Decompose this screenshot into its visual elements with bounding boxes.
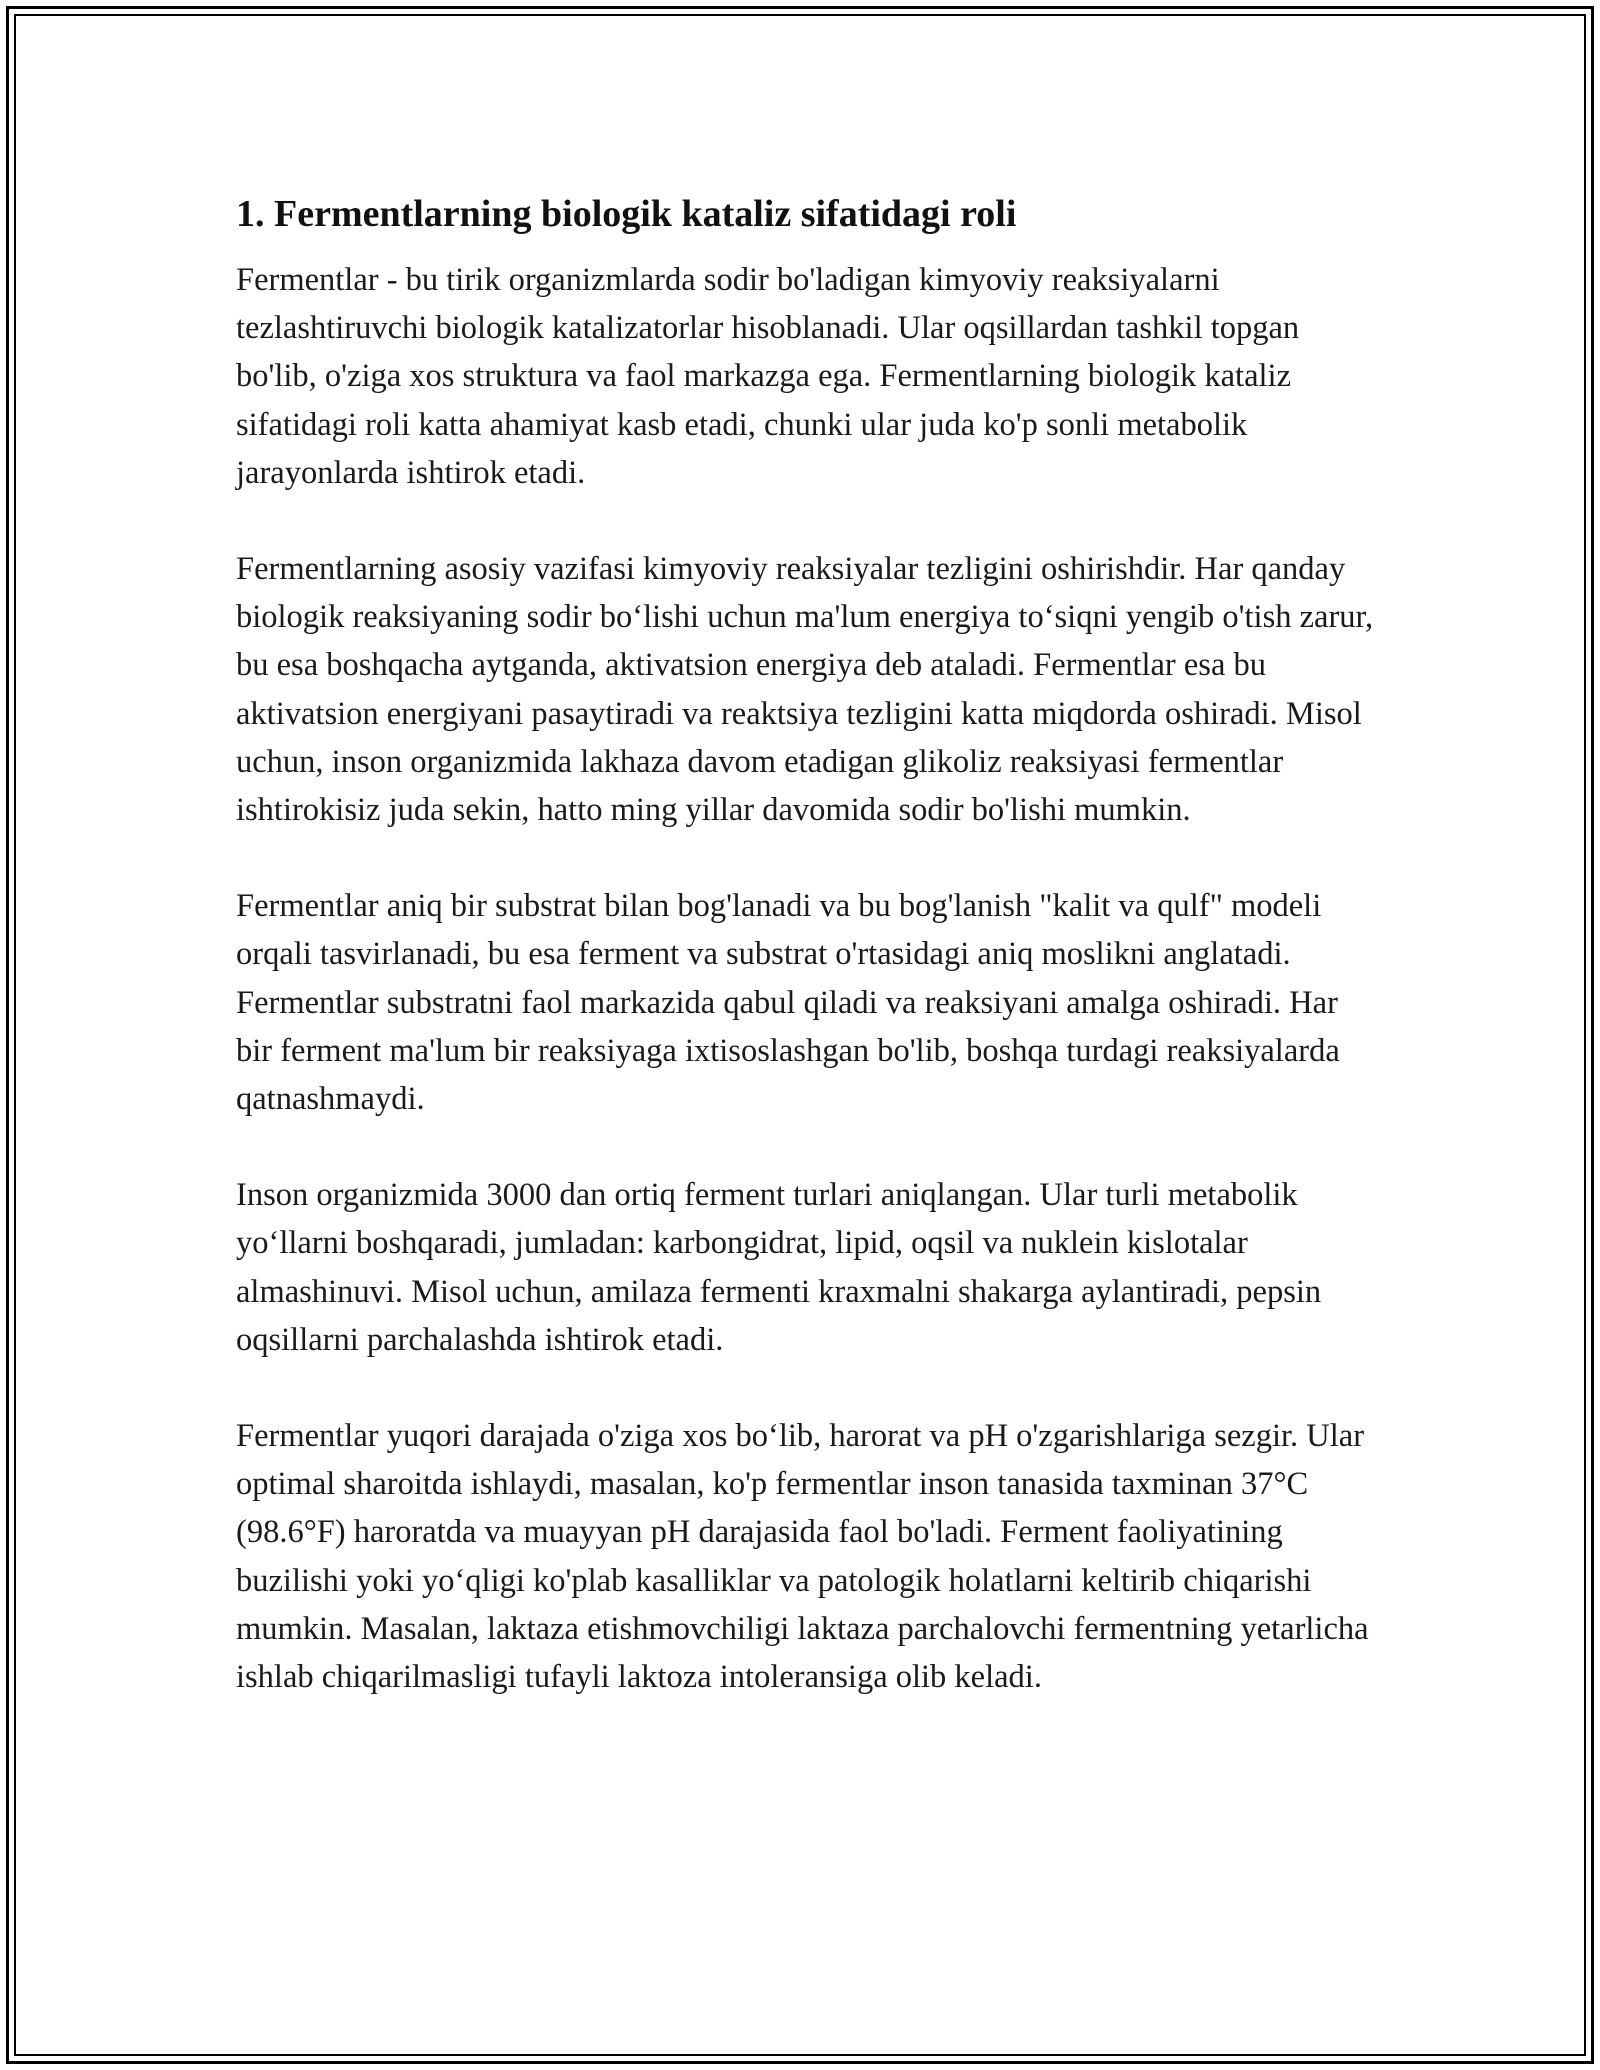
paragraph-activation-energy: Fermentlarning asosiy vazifasi kimyoviy reaksiyalar tezligini oshirishdir. Har qanday biologik reaksiyaning sodir bo‘lishi uchun ma'lum energiya to‘siqni yengib o'tish zarur, bu esa boshqacha aytganda, aktivatsion energiya deb ataladi. Fermentlar esa bu aktivatsion energiyani pasaytiradi va reaktsiya tezligini katta miqdorda oshiradi. Misol uchun, inson organizmida lakhaza davom etadigan glikoliz reaksiyasi fermentlar ishtirokisiz juda sekin, hatto ming yillar davomida sodir bo'lishi mumkin. bbox=[236, 551, 1374, 829]
document-body bbox=[236, 186, 1376, 1701]
paragraph-intro: Fermentlar - bu tirik organizmlarda sodir bo'ladigan kimyoviy reaksiyalarni tezlashtiruvchi biologik katalizatorlar hisoblanadi. Ular oqsillardan tashkil topgan bo'lib, o'ziga xos struktura va faol markazga ega. Fermentlarning biologik kataliz sifatidagi roli katta ahamiyat kasb etadi, chunki ular juda ko'p sonli metabolik jarayonlarda ishtirok etadi. bbox=[236, 262, 1300, 491]
paragraph-enzyme-types: Inson organizmida 3000 dan ortiq ferment turlari aniqlangan. Ular turli metabolik yo‘llarni boshqaradi, jumladan: karbongidrat, lipid, oqsil va nuklein kislotalar almashinuvi. Misol uchun, amilaza fermenti kraxmalni shakarga aylantiradi, pepsin oqsillarni parchalashda ishtirok etadi. bbox=[236, 1177, 1322, 1358]
paragraph-lock-and-key: Fermentlar aniq bir substrat bilan bog'lanadi va bu bog'lanish "kalit va qulf" modeli orqali tasvirlanadi, bu esa ferment va substrat o'rtasidagi aniq moslikni anglatadi. Fermentlar substratni faol markazida qabul qiladi va reaksiyani amalga oshiradi. Har bir ferment ma'lum bir reaksiyaga ixtisoslashgan bo'lib, boshqa turdagi reaksiyalarda qatnashmaydi. bbox=[236, 888, 1340, 1118]
paragraph-specificity: Fermentlar yuqori darajada o'ziga xos bo‘lib, harorat va pH o'zgarishlariga sezgir. Ular optimal sharoitda ishlaydi, masalan, ko'p fermentlar inson tanasida taxminan 37°C (98.6°F) haroratda va muayyan pH darajasida faol bo'ladi. Ferment faoliyatining buzilishi yoki yo‘qligi ko'plab kasalliklar va patologik holatlarni keltirib chiqarishi mumkin. Masalan, laktaza etishmovchiligi laktaza parchalovchi fermentning yetarlicha ishlab chiqarilmasligi tufayli laktoza intoleransiga olib keladi. bbox=[236, 1418, 1369, 1696]
section-heading: 1. Fermentlarning biologik kataliz sifatidagi roli bbox=[236, 193, 1017, 235]
